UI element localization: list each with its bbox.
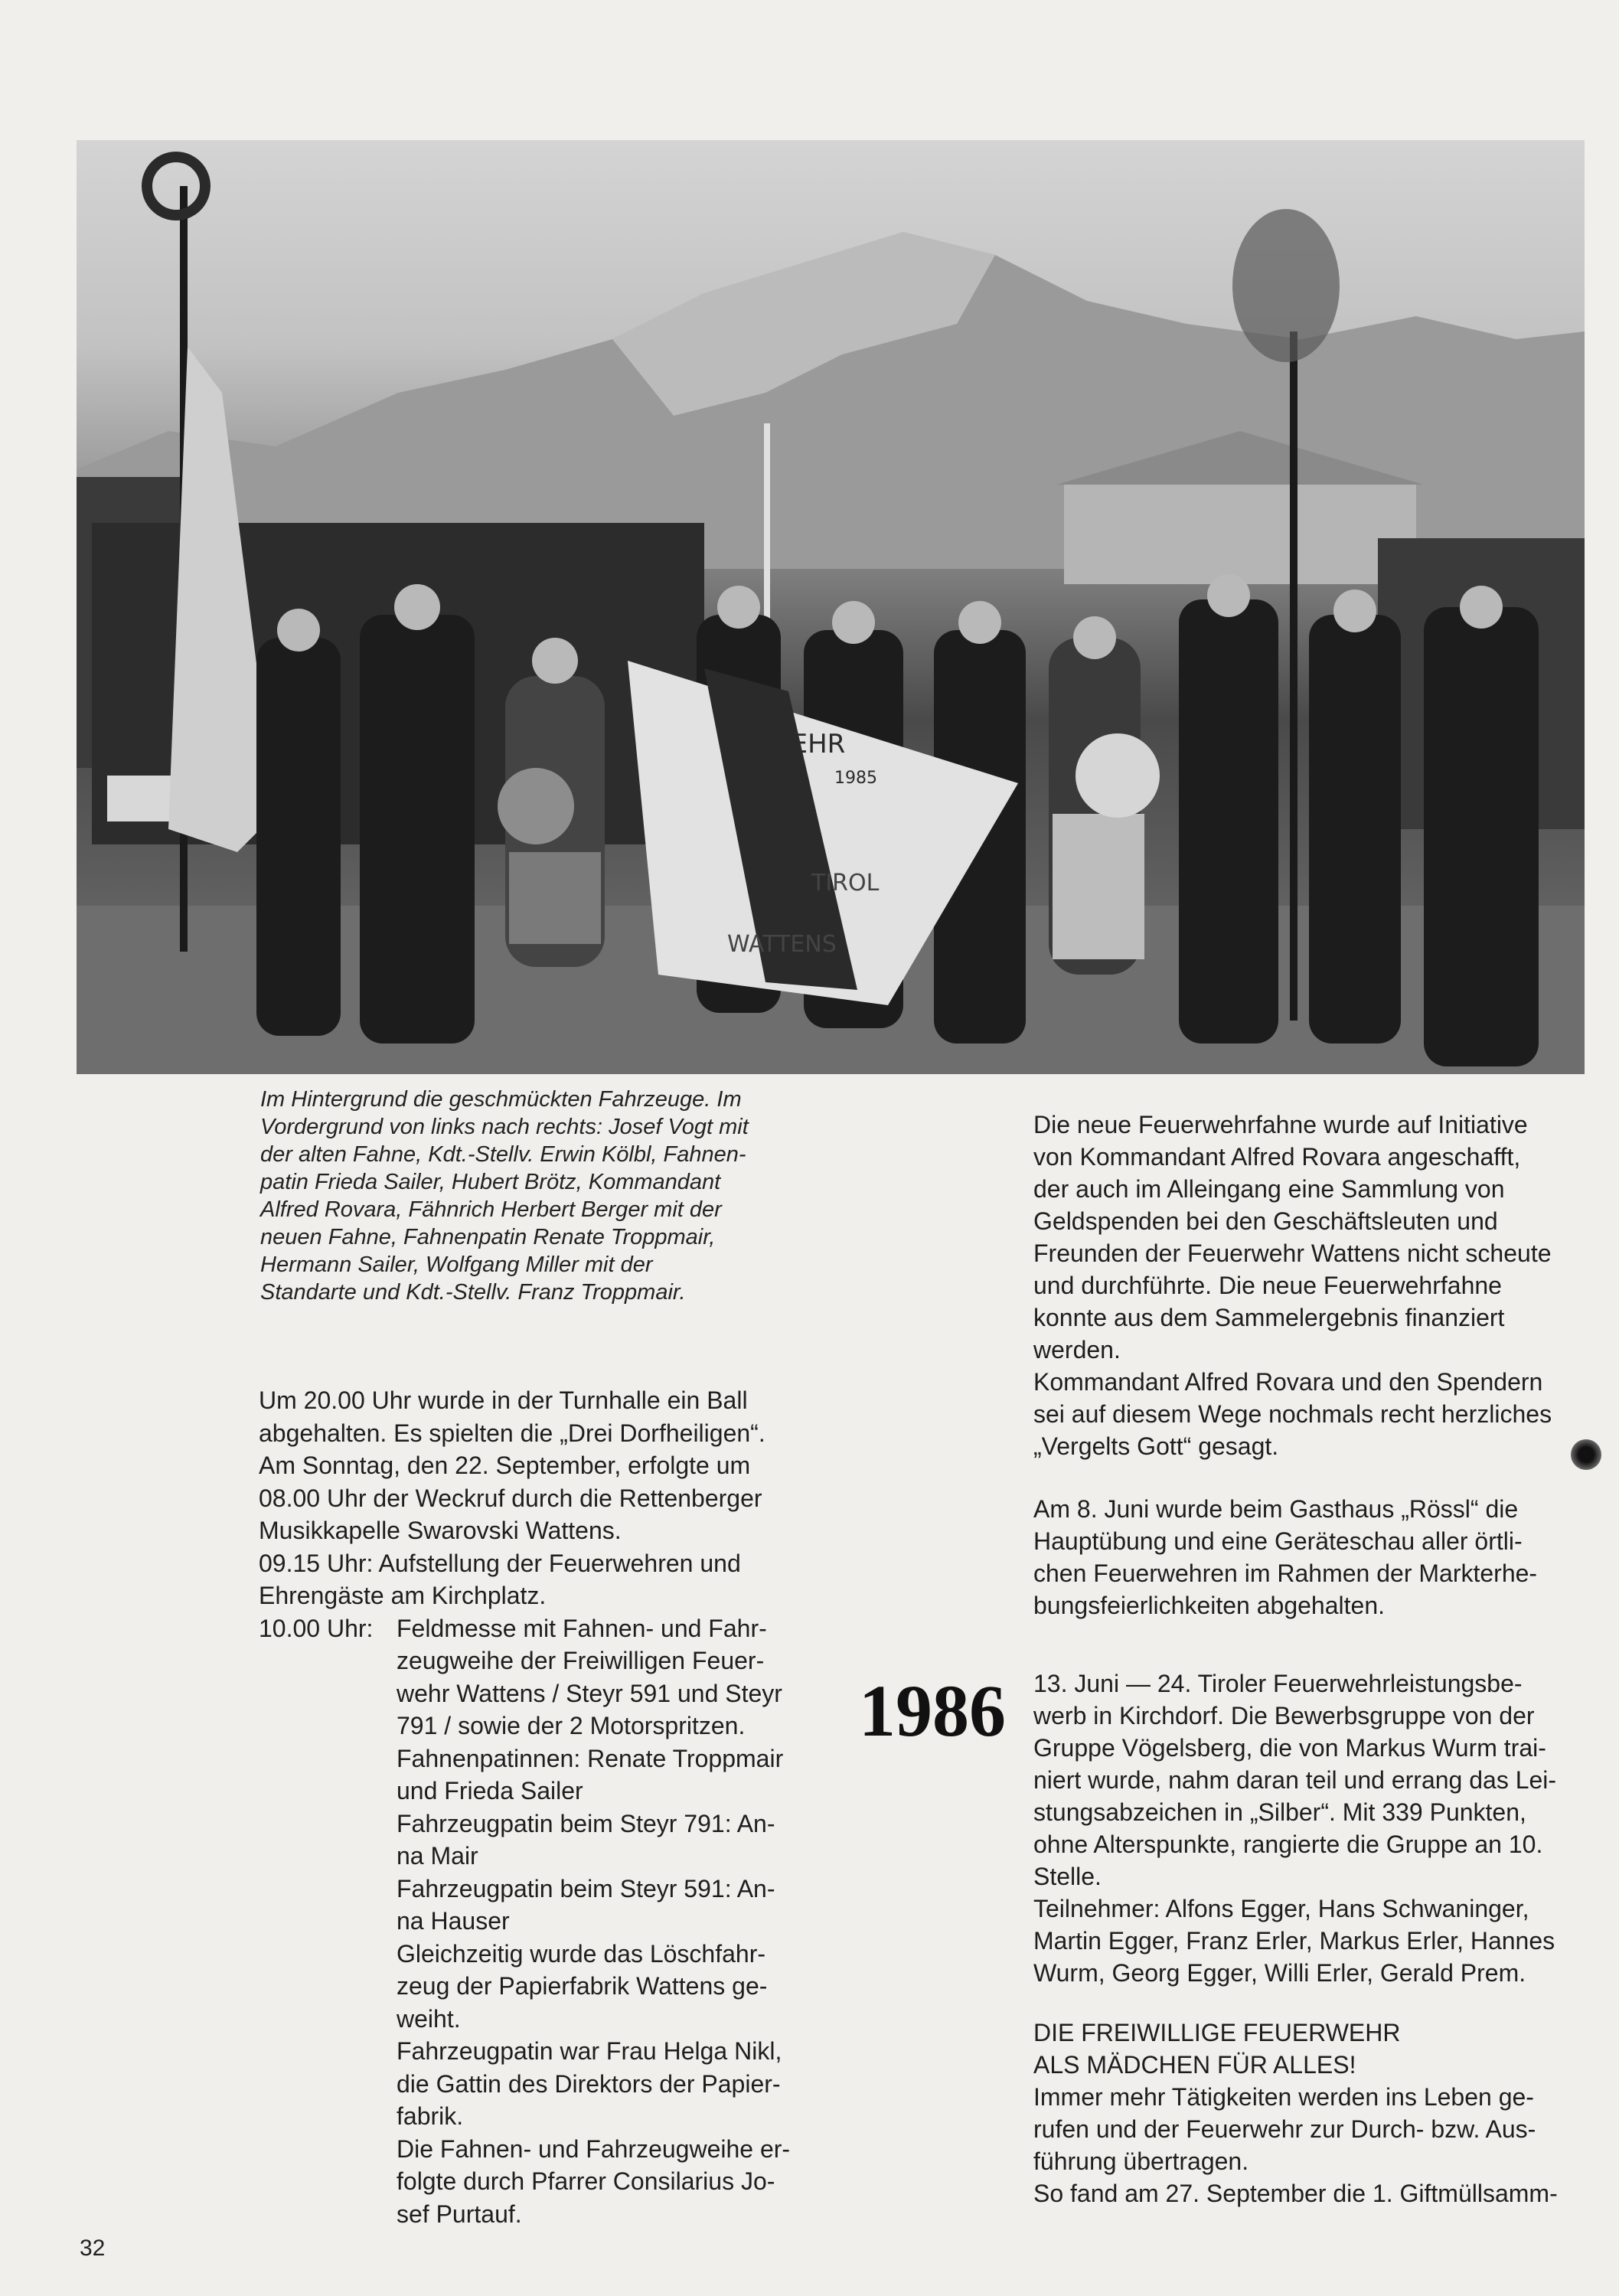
paragraph-competition: [1033, 1667, 1588, 1989]
standard-pole: [1290, 331, 1297, 1021]
section-heading: DIE FREIWILLIGE FEUERWEHR: [1033, 2019, 1401, 2046]
right-column-text: [1033, 1109, 1588, 2209]
time-label: 10.00 Uhr:: [259, 1614, 374, 1642]
text-line: stungsabzeichen in „Silber“. Mit 339 Punkten,: [1033, 1798, 1526, 1826]
text-line: führung übertragen.: [1033, 2147, 1249, 2175]
paragraph-main-exercise: [1033, 1493, 1588, 1622]
flag-text-town: WATTENS: [727, 931, 837, 958]
text-line: Die Fahnen- und Fahrzeugweihe er-: [397, 2134, 791, 2163]
text-line: sef Purtauf.: [397, 2200, 522, 2228]
group-photo: [77, 140, 1585, 1074]
bouquet: [1076, 733, 1160, 818]
person: [1179, 599, 1278, 1043]
text-line: folgte durch Pfarrer Consilarius Jo-: [397, 2167, 775, 2195]
text-line: weiht.: [397, 2004, 461, 2033]
flag-text-year: 1985: [834, 769, 877, 788]
schedule-entry: [259, 1612, 829, 1645]
person: [1309, 615, 1401, 1043]
caption-line: patin Frieda Sailer, Hubert Brötz, Kommandant: [260, 1170, 721, 1194]
text-line: und Frieda Sailer: [397, 1777, 583, 1804]
text-line: „Vergelts Gott“ gesagt.: [1033, 1432, 1279, 1460]
section-heading: ALS MÄDCHEN FÜR ALLES!: [1033, 2051, 1356, 2079]
text-line: werden.: [1033, 1336, 1121, 1364]
text-line: werb in Kirchdorf. Die Bewerbsgruppe von der: [1033, 1702, 1535, 1729]
text-line: bungsfeierlichkeiten abgehalten.: [1033, 1592, 1385, 1619]
left-column-text: [259, 1384, 829, 2230]
lamp-pole: [764, 423, 770, 638]
text-line: Die neue Feuerwehrfahne wurde auf Initiative: [1033, 1111, 1528, 1138]
standard-wreath: [1232, 209, 1340, 362]
page-number: 32: [80, 2236, 106, 2261]
text-line: Am Sonntag, den 22. September, erfolgte um: [259, 1452, 751, 1479]
caption-line: der alten Fahne, Kdt.-Stellv. Erwin Kölbl, Fahnen-: [260, 1142, 746, 1167]
paragraph-all-rounder: [1033, 2017, 1588, 2209]
text-line: rufen und der Feuerwehr zur Durch- bzw. Aus-: [1033, 2115, 1536, 2143]
text-line: Freunden der Feuerwehr Wattens nicht scheute: [1033, 1239, 1552, 1267]
text-line: 09.15 Uhr: Aufstellung der Feuerwehren und: [259, 1549, 741, 1577]
text-line: Um 20.00 Uhr wurde in der Turnhalle ein Ball: [259, 1386, 748, 1414]
text-line: und durchführte. Die neue Feuerwehrfahne: [1033, 1272, 1502, 1299]
flag-text-region: TIROL: [811, 870, 880, 897]
text-line: Geldspenden bei den Geschäftsleuten und: [1033, 1207, 1498, 1235]
photo-illustration: [77, 140, 1585, 1074]
text-line: niert wurde, nahm daran teil und errang das Lei-: [1033, 1766, 1557, 1794]
text-line: fabrik.: [397, 2102, 464, 2130]
binder-hole: [1571, 1439, 1601, 1470]
text-line: Stelle.: [1033, 1863, 1102, 1890]
person: [1424, 607, 1539, 1066]
text-line: So fand am 27. September die 1. Giftmüllsamm-: [1033, 2180, 1558, 2207]
text-line: von Kommandant Alfred Rovara angeschafft,: [1033, 1143, 1521, 1171]
caption-line: Alfred Rovara, Fähnrich Herbert Berger mit der: [260, 1197, 722, 1222]
text-line: die Gattin des Direktors der Papier-: [397, 2069, 781, 2098]
caption-line: neuen Fahne, Fahnenpatin Renate Troppmair,: [260, 1225, 716, 1249]
text-line: wehr Wattens / Steyr 591 und Steyr: [397, 1679, 782, 1707]
text-line: zeugweihe der Freiwilligen Feuer-: [397, 1647, 765, 1674]
photo-caption: [260, 1086, 827, 1306]
skirt: [1053, 814, 1144, 959]
house: [1064, 485, 1416, 584]
text-line: Fahrzeugpatin beim Steyr 591: An-: [397, 1874, 775, 1902]
bouquet: [498, 768, 574, 844]
text-line: Fahrzeugpatin beim Steyr 791: An-: [397, 1809, 775, 1837]
text-line: Gruppe Vögelsberg, die von Markus Wurm trai-: [1033, 1734, 1546, 1762]
text-line: Fahnenpatinnen: Renate Troppmair: [397, 1744, 784, 1772]
text-line: Martin Egger, Franz Erler, Markus Erler, Hannes: [1033, 1927, 1555, 1955]
person: [256, 638, 341, 1036]
text-line: Immer mehr Tätigkeiten werden ins Leben ge-: [1033, 2083, 1534, 2111]
text-line: Kommandant Alfred Rovara und den Spendern: [1033, 1368, 1543, 1396]
text-line: 791 / sowie der 2 Motorspritzen.: [397, 1712, 746, 1739]
text-line: Wurm, Georg Egger, Willi Erler, Gerald Prem.: [1033, 1959, 1526, 1987]
text-line: ohne Alterspunkte, rangierte die Gruppe an 10.: [1033, 1831, 1543, 1858]
text-line: zeug der Papierfabrik Wattens ge-: [397, 1972, 768, 2000]
caption-line: Im Hintergrund die geschmückten Fahrzeuge. Im: [260, 1087, 742, 1112]
text-line: der auch im Alleingang eine Sammlung von: [1033, 1175, 1505, 1203]
text-line: 08.00 Uhr der Weckruf durch die Rettenberger: [259, 1484, 762, 1512]
text-line: Am 8. Juni wurde beim Gasthaus „Rössl“ die: [1033, 1495, 1519, 1523]
person: [360, 615, 475, 1043]
paragraph-flag-purchase: [1033, 1109, 1588, 1462]
text-line: Feldmesse mit Fahnen- und Fahr-: [397, 1614, 767, 1642]
caption-line: Standarte und Kdt.-Stellv. Franz Troppmair.: [260, 1280, 686, 1305]
text-line: Hauptübung und eine Geräteschau aller örtli-: [1033, 1527, 1523, 1555]
schedule-details: [259, 1644, 829, 2230]
text-line: Teilnehmer: Alfons Egger, Hans Schwaninger,: [1033, 1895, 1529, 1922]
text-line: na Hauser: [397, 1907, 510, 1935]
text-line: sei auf diesem Wege nochmals recht herzliches: [1033, 1400, 1552, 1428]
text-line: Fahrzeugpatin war Frau Helga Nikl,: [397, 2037, 782, 2065]
skirt: [509, 852, 601, 944]
wreath: [147, 157, 205, 215]
text-line: abgehalten. Es spielten die „Drei Dorfheiligen“.: [259, 1419, 765, 1447]
caption-line: Hermann Sailer, Wolfgang Miller mit der: [260, 1253, 653, 1277]
text-line: na Mair: [397, 1842, 478, 1870]
text-line: Musikkapelle Swarovski Wattens.: [259, 1517, 622, 1544]
text-line: konnte aus dem Sammelergebnis finanziert: [1033, 1304, 1505, 1331]
caption-line: Vordergrund von links nach rechts: Josef Vogt mit: [260, 1115, 749, 1139]
year-heading: 1986: [859, 1670, 1006, 1752]
text-line: 13. Juni — 24. Tiroler Feuerwehrleistungsbe-: [1033, 1670, 1523, 1697]
flag-text-wehr: WEHR: [765, 729, 846, 759]
text-line: Ehrengäste am Kirchplatz.: [259, 1582, 547, 1609]
text-line: chen Feuerwehren im Rahmen der Markterhe-: [1033, 1560, 1538, 1587]
text-line: Gleichzeitig wurde das Löschfahr-: [397, 1939, 766, 1968]
